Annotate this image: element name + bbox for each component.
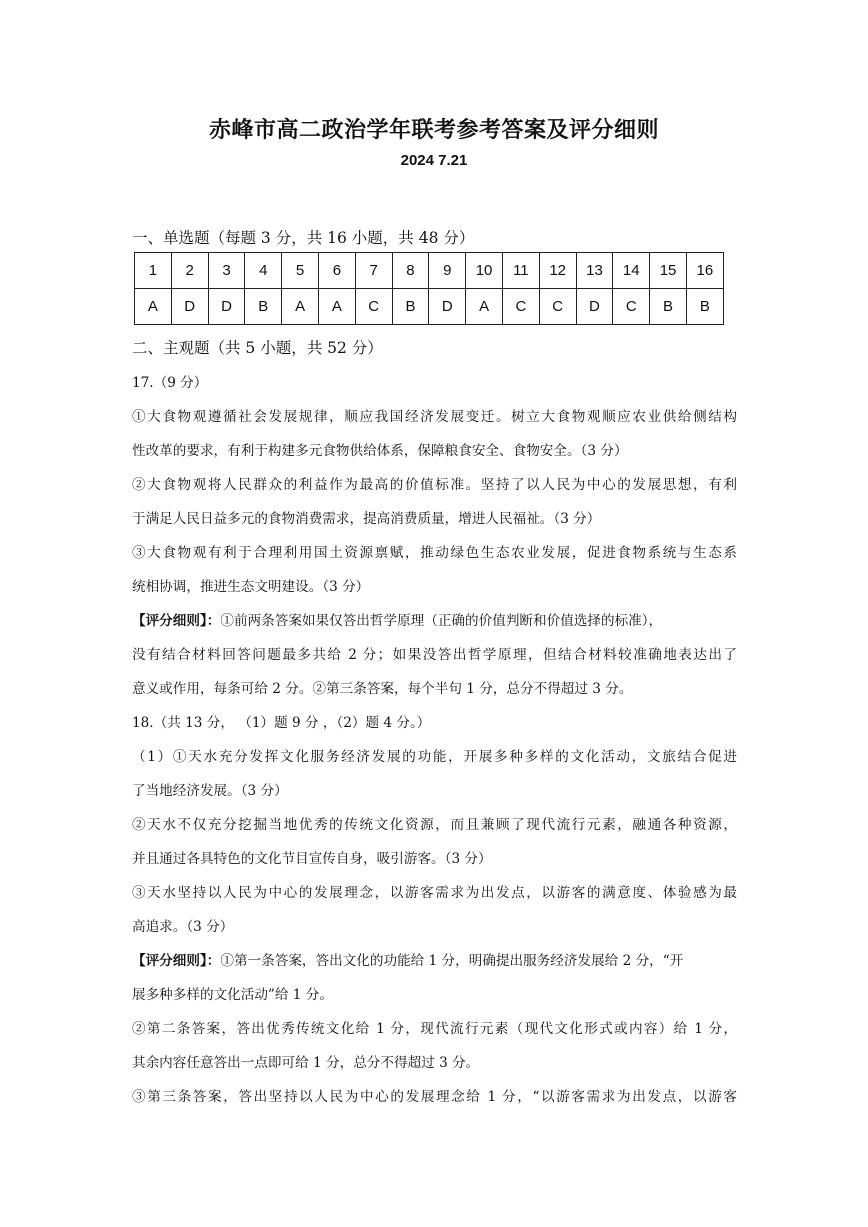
q18-scoring-rule-line-1 <box>132 949 737 969</box>
question-number-cell: 6 <box>318 253 355 289</box>
q17-scoring-label: 【评分细则】： <box>132 613 221 629</box>
question-number-cell: 3 <box>208 253 245 289</box>
answer-cell: C <box>355 289 392 325</box>
question-number-cell: 10 <box>466 253 503 289</box>
question-number-cell: 7 <box>355 253 392 289</box>
question-number-cell: 4 <box>245 253 282 289</box>
q18-point-2-line-2: 并且通过各具特色的文化节目宣传自身，吸引游客。（3 分） <box>132 851 492 867</box>
answer-cell: B <box>245 289 282 325</box>
answer-cell: D <box>171 289 208 325</box>
q17-header: 17.（9 分） <box>132 375 208 391</box>
q17-point-1-line-1: ①大食物观遵循社会发展规律，顺应我国经济发展变迁。树立大食物观顺应农业供给侧结构 <box>132 409 737 425</box>
q17-scoring-text: ①前两条答案如果仅答出哲学原理（正确的价值判断和价值选择的标准）， <box>220 613 663 629</box>
question-number-cell: 9 <box>429 253 466 289</box>
question-number-cell: 2 <box>171 253 208 289</box>
q17-point-1-line-2: 性改革的要求，有利于构建多元食物供给体系，保障粮食安全、食物安全。（3 分） <box>132 443 628 459</box>
q18-scoring-rule-line-5: ③第三条答案，答出坚持以人民为中心的发展理念给 1 分，“以游客需求为出发点，以游客 <box>132 1089 737 1105</box>
section-2-heading: 二、主观题（共 5 小题，共 52 分） <box>132 339 383 357</box>
document-title: 赤峰市高二政治学年联考参考答案及评分细则 <box>208 118 659 143</box>
answer-cell: B <box>686 289 723 325</box>
q17-point-3-line-2: 统相协调，推进生态文明建设。（3 分） <box>132 579 370 595</box>
question-number-row <box>135 253 724 289</box>
answer-cell: C <box>502 289 539 325</box>
answer-table <box>134 252 724 325</box>
q17-scoring-rule-line-1 <box>132 609 737 629</box>
question-number-cell: 8 <box>392 253 429 289</box>
answer-cell: A <box>135 289 172 325</box>
question-number-cell: 11 <box>502 253 539 289</box>
answer-cell: B <box>650 289 687 325</box>
question-number-cell: 1 <box>135 253 172 289</box>
q18-scoring-label: 【评分细则】： <box>132 953 221 969</box>
q18-header: 18.（共 13 分， （1）题 9 分 ，（2）题 4 分。） <box>132 715 431 731</box>
q18-scoring-rule-line-2: 展多种多样的文化活动”给 1 分。 <box>132 987 333 1003</box>
answer-cell: D <box>429 289 466 325</box>
q18-point-1-line-2: 了当地经济发展。（3 分） <box>132 783 288 799</box>
answer-cell: A <box>282 289 319 325</box>
q18-point-3-line-1: ③天水坚持以人民为中心的发展理念，以游客需求为出发点，以游客的满意度、体验感为最 <box>132 885 737 901</box>
q18-point-3-line-2: 高追求。（3 分） <box>132 919 234 935</box>
answer-cell: C <box>613 289 650 325</box>
answer-cell: D <box>576 289 613 325</box>
answer-cell: D <box>208 289 245 325</box>
q18-scoring-rule-line-4: 其余内容任意答出一点即可给 1 分，总分不得超过 3 分。 <box>132 1055 480 1071</box>
q18-scoring-rule-line-3: ②第二条答案，答出优秀传统文化给 1 分，现代流行元素（现代文化形式或内容）给 1 分， <box>132 1021 737 1037</box>
answer-row <box>135 289 724 325</box>
document-date: 2024 7.21 <box>400 152 468 169</box>
answer-cell: A <box>318 289 355 325</box>
question-number-cell: 13 <box>576 253 613 289</box>
answer-cell: C <box>539 289 576 325</box>
question-number-cell: 14 <box>613 253 650 289</box>
question-number-cell: 12 <box>539 253 576 289</box>
answer-cell: A <box>466 289 503 325</box>
q17-point-2-line-2: 于满足人民日益多元的食物消费需求，提高消费质量，增进人民福祉。（3 分） <box>132 511 601 527</box>
question-number-cell: 5 <box>282 253 319 289</box>
question-number-cell: 16 <box>686 253 723 289</box>
question-number-cell: 15 <box>650 253 687 289</box>
q17-scoring-rule-line-3: 意义或作用，每条可给 2 分。②第三条答案，每个半句 1 分，总分不得超过 3 分。 <box>132 681 633 697</box>
q18-scoring-text: ①第一条答案，答出文化的功能给 1 分，明确提出服务经济发展给 2 分，“开 <box>220 953 684 969</box>
answer-cell: B <box>392 289 429 325</box>
q17-point-3-line-1: ③大食物观有利于合理利用国土资源禀赋，推动绿色生态农业发展，促进食物系统与生态系 <box>132 545 737 561</box>
section-1-heading: 一、单选题（每题 3 分，共 16 小题，共 48 分） <box>132 229 475 247</box>
q18-point-1-line-1: （1）①天水充分发挥文化服务经济发展的功能，开展多种多样的文化活动，文旅结合促进 <box>132 749 737 765</box>
q17-scoring-rule-line-2: 没有结合材料回答问题最多共给 2 分；如果没答出哲学原理，但结合材料较准确地表达出了 <box>132 647 737 663</box>
q18-point-2-line-1: ②天水不仅充分挖掘当地优秀的传统文化资源，而且兼顾了现代流行元素，融通各种资源， <box>132 817 737 833</box>
q17-point-2-line-1: ②大食物观将人民群众的利益作为最高的价值标准。坚持了以人民为中心的发展思想，有利 <box>132 477 737 493</box>
